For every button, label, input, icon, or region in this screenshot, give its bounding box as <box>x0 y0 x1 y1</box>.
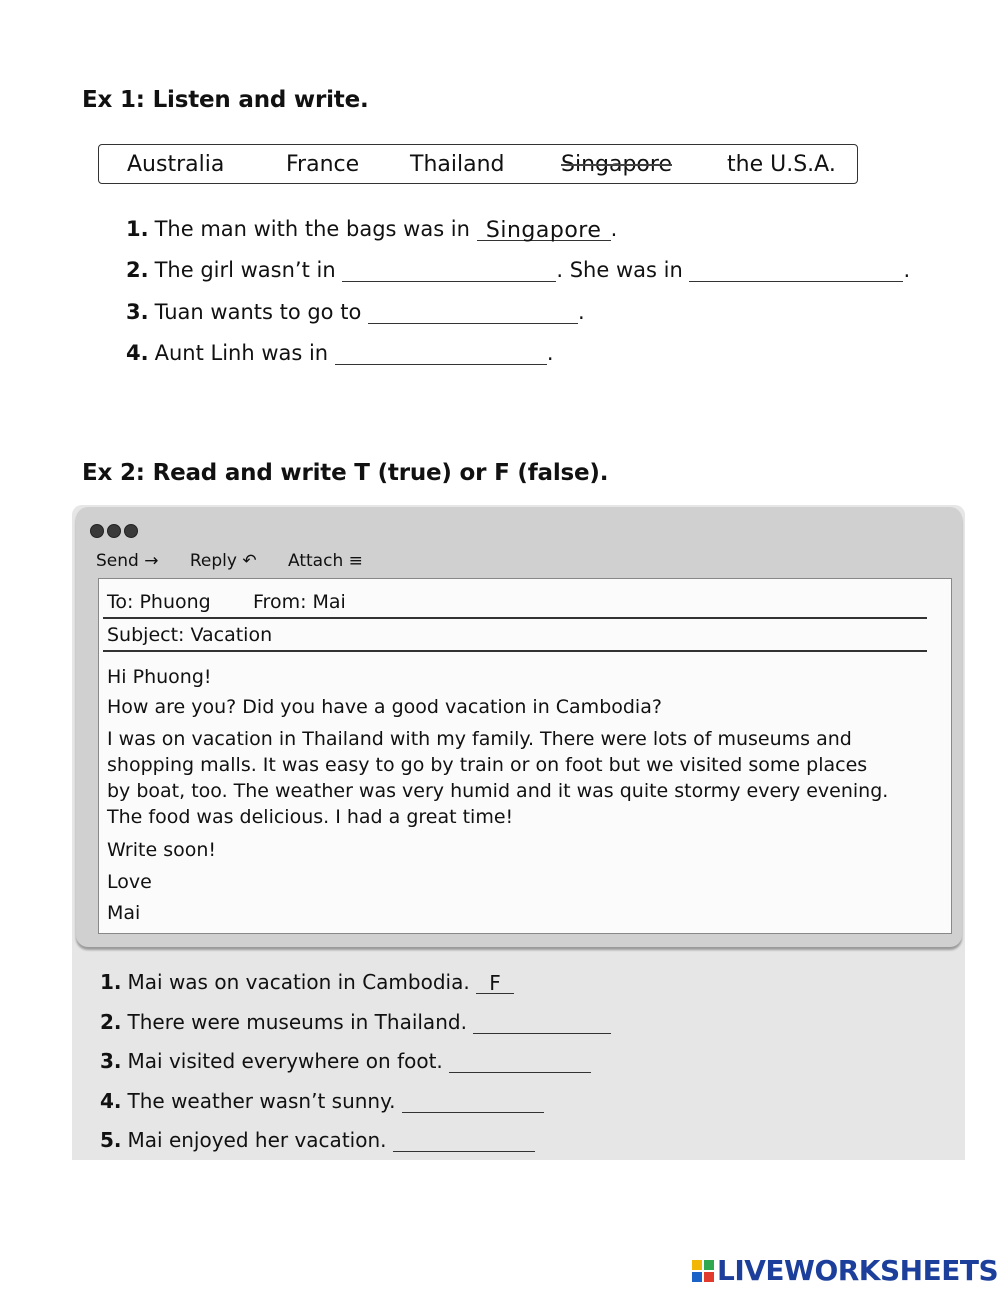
ex2-heading: Ex 2: Read and write T (true) or F (false). <box>82 460 609 486</box>
email-toolbar <box>96 551 389 571</box>
word-bank-item-used: Singapore <box>561 152 672 177</box>
answer-field[interactable] <box>449 1050 591 1073</box>
email-body <box>98 578 952 934</box>
email-to: To: Phuong <box>107 591 211 613</box>
ex1-question-1: 1. The man with the bags was in Singapore . <box>126 217 618 243</box>
word-bank-item: the U.S.A. <box>727 152 836 177</box>
answer-field[interactable] <box>368 301 578 324</box>
liveworksheets-logo: LIVEWORKSHEETS <box>692 1254 998 1287</box>
email-text-line: by boat, too. The weather was very humid and it was quite stormy every evening. <box>107 780 889 802</box>
email-from: From: Mai <box>253 591 346 613</box>
word-bank-item: Thailand <box>410 152 505 177</box>
ex1-question-2: 2. The girl wasn’t in . She was in . <box>126 258 911 282</box>
email-closing: Love <box>107 871 152 893</box>
send-button: Send → <box>96 551 159 571</box>
ex2-question-1: 1. Mai was on vacation in Cambodia. F <box>100 970 514 994</box>
ex2-question-2: 2. There were museums in Thailand. <box>100 1010 611 1034</box>
email-text-line: How are you? Did you have a good vacation in Cambodia? <box>107 696 662 718</box>
email-text-line: shopping malls. It was easy to go by train or on foot but we visited some places <box>107 754 868 776</box>
answer-field[interactable]: F <box>476 971 514 994</box>
email-text-line: I was on vacation in Thailand with my family. There were lots of museums and <box>107 728 852 750</box>
ex2-question-3: 3. Mai visited everywhere on foot. <box>100 1049 591 1073</box>
email-text-line: The food was delicious. I had a great time! <box>107 806 514 828</box>
answer-field[interactable] <box>342 259 556 282</box>
divider <box>103 650 927 652</box>
ex2-question-5: 5. Mai enjoyed her vacation. <box>100 1128 535 1152</box>
answer-field[interactable] <box>393 1129 535 1152</box>
word-bank <box>98 144 858 184</box>
window-dot-icon <box>90 524 104 538</box>
ex1-question-3: 3. Tuan wants to go to . <box>126 300 585 324</box>
ex2-question-4: 4. The weather wasn’t sunny. <box>100 1089 544 1113</box>
email-greeting: Hi Phuong! <box>107 666 212 688</box>
attach-button: Attach ≡ <box>288 551 363 571</box>
divider <box>103 617 927 619</box>
answer-field[interactable]: Singapore <box>477 218 611 241</box>
window-dot-icon <box>124 524 138 538</box>
window-controls <box>90 524 141 543</box>
word-bank-item: Australia <box>127 152 225 177</box>
email-subject: Subject: Vacation <box>107 624 273 646</box>
window-dot-icon <box>107 524 121 538</box>
logo-mark-icon <box>692 1260 714 1282</box>
word-bank-item: France <box>286 152 360 177</box>
answer-field[interactable] <box>335 342 547 365</box>
reply-button: Reply ↶ <box>189 551 257 571</box>
ex1-question-4: 4. Aunt Linh was in . <box>126 341 554 365</box>
answer-field[interactable] <box>473 1011 611 1034</box>
answer-field[interactable] <box>689 259 903 282</box>
email-signature: Mai <box>107 902 141 924</box>
ex1-heading: Ex 1: Listen and write. <box>82 87 369 113</box>
email-closing: Write soon! <box>107 839 217 861</box>
answer-field[interactable] <box>402 1090 544 1113</box>
